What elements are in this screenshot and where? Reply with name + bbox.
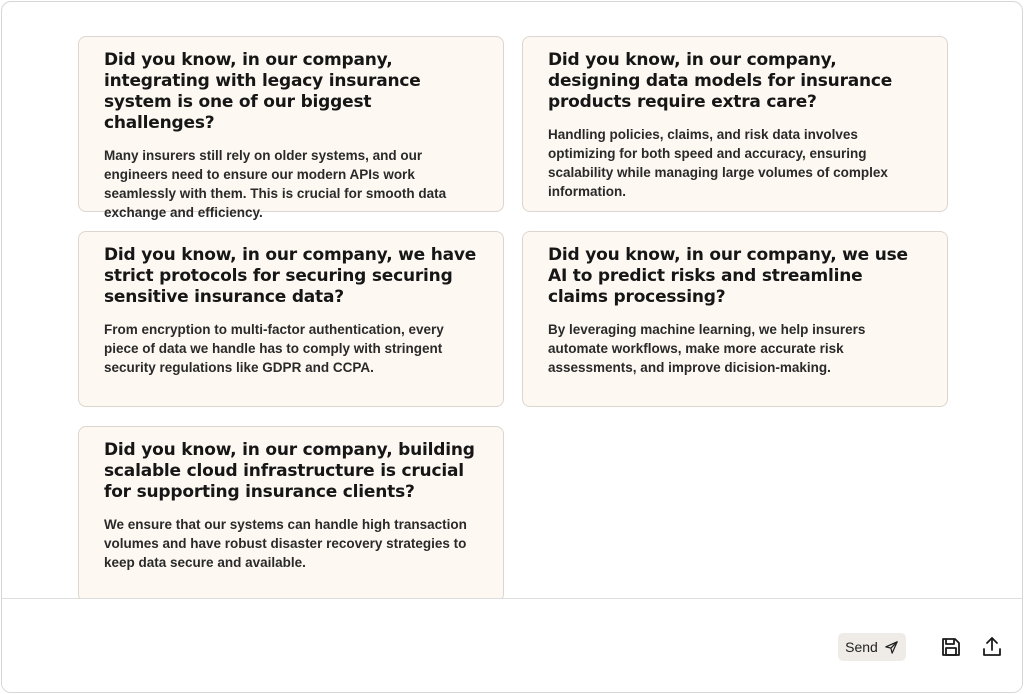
card-title: Did you know, in our company, we have strict protocols for securing securing sensitive insurance data? xyxy=(104,245,477,307)
card-title: Did you know, in our company, integrating with legacy insurance system is one of our biggest challenges? xyxy=(104,50,421,133)
card-text: By leveraging machine learning, we help insurers automate workflows, make more accurate risk assessments, and improve dicision-making. xyxy=(548,322,866,375)
card-title: Did you know, in our company, we use AI to predict risks and streamline claims processing? xyxy=(548,245,908,307)
card-text: Many insurers still rely on older systems, and our engineers need to ensure our modern APIs work seamlessly with them. This is crucial for smooth data exchange and efficiency. xyxy=(104,148,447,220)
card-text: From encryption to multi-factor authentication, every piece of data we handle has to comply with stringent security regulations like GDPR and CCPA. xyxy=(104,322,444,375)
upload-icon xyxy=(980,635,1004,659)
suggestion-card-4[interactable] xyxy=(522,231,948,407)
suggestion-card-2[interactable] xyxy=(522,36,948,212)
card-title: Did you know, in our company, designing data models for insurance products require extra care? xyxy=(548,50,893,112)
share-button[interactable] xyxy=(978,633,1006,661)
send-button-label: Send xyxy=(845,639,878,655)
send-button[interactable] xyxy=(838,633,906,661)
suggestion-card-5[interactable] xyxy=(78,426,504,602)
suggestion-card-3[interactable] xyxy=(78,231,504,407)
app-window xyxy=(1,1,1023,693)
floppy-disk-icon xyxy=(939,635,963,659)
paper-plane-icon xyxy=(884,640,899,655)
composer-bar xyxy=(2,598,1022,693)
card-title: Did you know, in our company, building scalable cloud infrastructure is crucial for supporting insurance clients? xyxy=(104,440,475,502)
save-button[interactable] xyxy=(937,633,965,661)
suggestion-card-1[interactable] xyxy=(78,36,504,220)
card-text: Handling policies, claims, and risk data involves optimizing for both speed and accuracy, ensuring scalability while managing large volumes of complex information. xyxy=(548,127,888,199)
card-text: We ensure that our systems can handle high transaction volumes and have robust disaster recovery strategies to keep data secure and available. xyxy=(104,517,467,570)
